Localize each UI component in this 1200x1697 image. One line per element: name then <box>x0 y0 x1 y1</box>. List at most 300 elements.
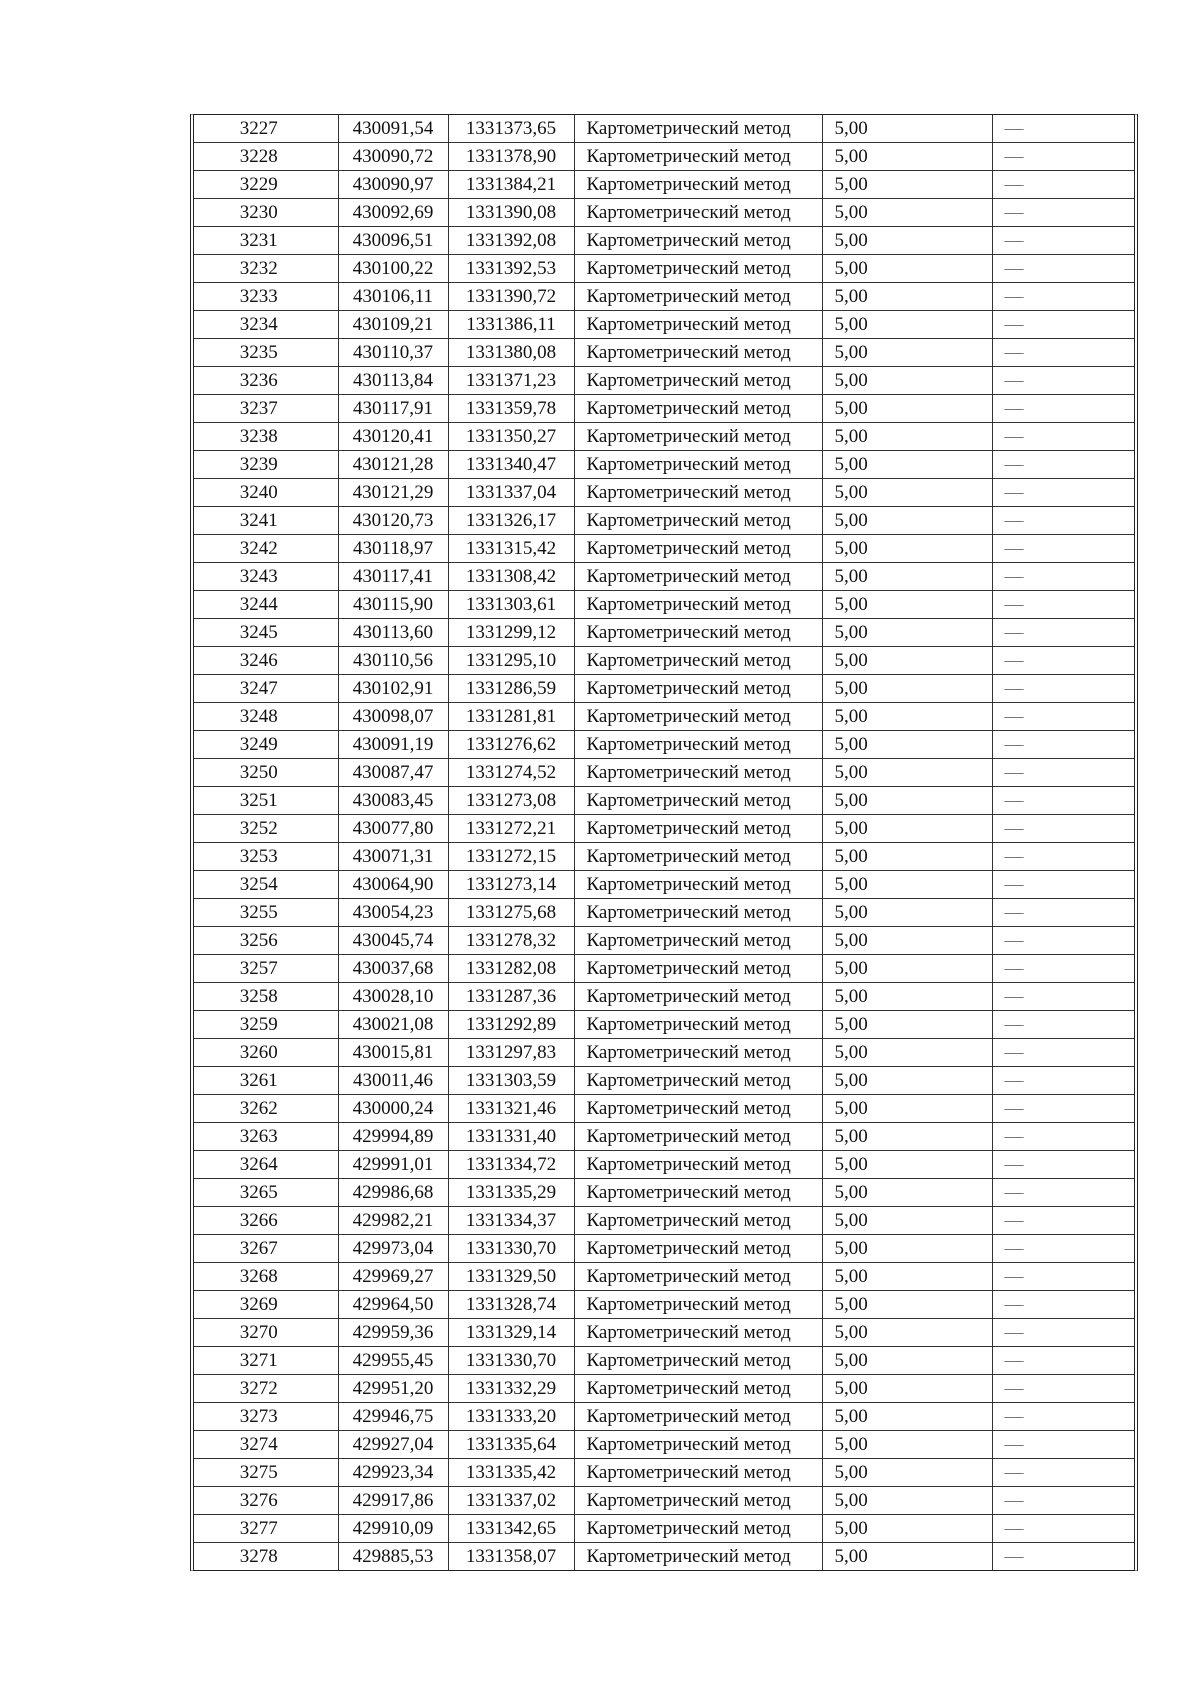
note-cell: — <box>992 1543 1134 1571</box>
y-coordinate-cell: 1331386,11 <box>448 311 574 339</box>
method-cell: Картометрический метод <box>574 507 822 535</box>
accuracy-cell: 5,00 <box>822 1235 992 1263</box>
note-cell: — <box>992 1319 1134 1347</box>
x-coordinate-cell: 429991,01 <box>338 1151 448 1179</box>
method-cell: Картометрический метод <box>574 367 822 395</box>
point-number-cell: 3255 <box>194 899 338 927</box>
y-coordinate-cell: 1331359,78 <box>448 395 574 423</box>
accuracy-cell: 5,00 <box>822 983 992 1011</box>
table-row <box>194 143 1134 171</box>
point-number-cell: 3278 <box>194 1543 338 1571</box>
table-row <box>194 1039 1134 1067</box>
method-cell: Картометрический метод <box>574 283 822 311</box>
point-number-cell: 3258 <box>194 983 338 1011</box>
table-row <box>194 283 1134 311</box>
x-coordinate-cell: 430011,46 <box>338 1067 448 1095</box>
point-number-cell: 3271 <box>194 1347 338 1375</box>
method-cell: Картометрический метод <box>574 1263 822 1291</box>
table-row <box>194 1431 1134 1459</box>
accuracy-cell: 5,00 <box>822 619 992 647</box>
table-row <box>194 1515 1134 1543</box>
y-coordinate-cell: 1331315,42 <box>448 535 574 563</box>
table-row <box>194 199 1134 227</box>
note-cell: — <box>992 1403 1134 1431</box>
accuracy-cell: 5,00 <box>822 1291 992 1319</box>
y-coordinate-cell: 1331328,74 <box>448 1291 574 1319</box>
accuracy-cell: 5,00 <box>822 759 992 787</box>
note-cell: — <box>992 1011 1134 1039</box>
y-coordinate-cell: 1331380,08 <box>448 339 574 367</box>
point-number-cell: 3264 <box>194 1151 338 1179</box>
note-cell: — <box>992 591 1134 619</box>
table-row <box>194 647 1134 675</box>
point-number-cell: 3268 <box>194 1263 338 1291</box>
x-coordinate-cell: 429955,45 <box>338 1347 448 1375</box>
note-cell: — <box>992 311 1134 339</box>
table-row <box>194 1179 1134 1207</box>
table-row <box>194 815 1134 843</box>
table-row <box>194 423 1134 451</box>
table-row <box>194 1123 1134 1151</box>
note-cell: — <box>992 423 1134 451</box>
y-coordinate-cell: 1331390,72 <box>448 283 574 311</box>
point-number-cell: 3265 <box>194 1179 338 1207</box>
method-cell: Картометрический метод <box>574 871 822 899</box>
y-coordinate-cell: 1331333,20 <box>448 1403 574 1431</box>
point-number-cell: 3232 <box>194 255 338 283</box>
method-cell: Картометрический метод <box>574 535 822 563</box>
table-row <box>194 227 1134 255</box>
table-row <box>194 1067 1134 1095</box>
table-row <box>194 927 1134 955</box>
accuracy-cell: 5,00 <box>822 563 992 591</box>
accuracy-cell: 5,00 <box>822 423 992 451</box>
table-row <box>194 563 1134 591</box>
point-number-cell: 3259 <box>194 1011 338 1039</box>
method-cell: Картометрический метод <box>574 983 822 1011</box>
accuracy-cell: 5,00 <box>822 1179 992 1207</box>
method-cell: Картометрический метод <box>574 451 822 479</box>
accuracy-cell: 5,00 <box>822 395 992 423</box>
x-coordinate-cell: 430021,08 <box>338 1011 448 1039</box>
y-coordinate-cell: 1331334,37 <box>448 1207 574 1235</box>
x-coordinate-cell: 429959,36 <box>338 1319 448 1347</box>
point-number-cell: 3233 <box>194 283 338 311</box>
table-row <box>194 955 1134 983</box>
accuracy-cell: 5,00 <box>822 1095 992 1123</box>
x-coordinate-cell: 430015,81 <box>338 1039 448 1067</box>
table-row <box>194 871 1134 899</box>
note-cell: — <box>992 1067 1134 1095</box>
table-row <box>194 703 1134 731</box>
y-coordinate-cell: 1331334,72 <box>448 1151 574 1179</box>
x-coordinate-cell: 429994,89 <box>338 1123 448 1151</box>
accuracy-cell: 5,00 <box>822 1039 992 1067</box>
y-coordinate-cell: 1331308,42 <box>448 563 574 591</box>
x-coordinate-cell: 430120,73 <box>338 507 448 535</box>
x-coordinate-cell: 430077,80 <box>338 815 448 843</box>
y-coordinate-cell: 1331278,32 <box>448 927 574 955</box>
table-row <box>194 731 1134 759</box>
y-coordinate-cell: 1331390,08 <box>448 199 574 227</box>
table-row <box>194 1095 1134 1123</box>
note-cell: — <box>992 395 1134 423</box>
method-cell: Картометрический метод <box>574 563 822 591</box>
x-coordinate-cell: 430091,19 <box>338 731 448 759</box>
x-coordinate-cell: 430092,69 <box>338 199 448 227</box>
note-cell: — <box>992 619 1134 647</box>
point-number-cell: 3243 <box>194 563 338 591</box>
table-row <box>194 255 1134 283</box>
note-cell: — <box>992 227 1134 255</box>
point-number-cell: 3240 <box>194 479 338 507</box>
note-cell: — <box>992 339 1134 367</box>
x-coordinate-cell: 430118,97 <box>338 535 448 563</box>
x-coordinate-cell: 430083,45 <box>338 787 448 815</box>
accuracy-cell: 5,00 <box>822 731 992 759</box>
x-coordinate-cell: 429946,75 <box>338 1403 448 1431</box>
x-coordinate-cell: 430098,07 <box>338 703 448 731</box>
note-cell: — <box>992 843 1134 871</box>
method-cell: Картометрический метод <box>574 1431 822 1459</box>
x-coordinate-cell: 429917,86 <box>338 1487 448 1515</box>
note-cell: — <box>992 1347 1134 1375</box>
point-number-cell: 3273 <box>194 1403 338 1431</box>
y-coordinate-cell: 1331295,10 <box>448 647 574 675</box>
x-coordinate-cell: 429969,27 <box>338 1263 448 1291</box>
y-coordinate-cell: 1331281,81 <box>448 703 574 731</box>
y-coordinate-cell: 1331275,68 <box>448 899 574 927</box>
x-coordinate-cell: 430121,29 <box>338 479 448 507</box>
method-cell: Картометрический метод <box>574 255 822 283</box>
point-number-cell: 3260 <box>194 1039 338 1067</box>
y-coordinate-cell: 1331342,65 <box>448 1515 574 1543</box>
accuracy-cell: 5,00 <box>822 591 992 619</box>
point-number-cell: 3247 <box>194 675 338 703</box>
method-cell: Картометрический метод <box>574 675 822 703</box>
table-row <box>194 507 1134 535</box>
y-coordinate-cell: 1331373,65 <box>448 115 574 143</box>
method-cell: Картометрический метод <box>574 1123 822 1151</box>
note-cell: — <box>992 675 1134 703</box>
note-cell: — <box>992 1179 1134 1207</box>
note-cell: — <box>992 255 1134 283</box>
point-number-cell: 3253 <box>194 843 338 871</box>
point-number-cell: 3266 <box>194 1207 338 1235</box>
x-coordinate-cell: 430037,68 <box>338 955 448 983</box>
accuracy-cell: 5,00 <box>822 1431 992 1459</box>
accuracy-cell: 5,00 <box>822 927 992 955</box>
y-coordinate-cell: 1331335,29 <box>448 1179 574 1207</box>
note-cell: — <box>992 563 1134 591</box>
x-coordinate-cell: 430106,11 <box>338 283 448 311</box>
note-cell: — <box>992 1515 1134 1543</box>
note-cell: — <box>992 1459 1134 1487</box>
point-number-cell: 3227 <box>194 115 338 143</box>
note-cell: — <box>992 1291 1134 1319</box>
method-cell: Картометрический метод <box>574 339 822 367</box>
note-cell: — <box>992 983 1134 1011</box>
accuracy-cell: 5,00 <box>822 339 992 367</box>
accuracy-cell: 5,00 <box>822 1319 992 1347</box>
method-cell: Картометрический метод <box>574 1487 822 1515</box>
point-number-cell: 3231 <box>194 227 338 255</box>
point-number-cell: 3237 <box>194 395 338 423</box>
note-cell: — <box>992 1263 1134 1291</box>
accuracy-cell: 5,00 <box>822 311 992 339</box>
x-coordinate-cell: 430121,28 <box>338 451 448 479</box>
method-cell: Картометрический метод <box>574 395 822 423</box>
y-coordinate-cell: 1331321,46 <box>448 1095 574 1123</box>
method-cell: Картометрический метод <box>574 1291 822 1319</box>
table-row <box>194 983 1134 1011</box>
accuracy-cell: 5,00 <box>822 143 992 171</box>
point-number-cell: 3244 <box>194 591 338 619</box>
accuracy-cell: 5,00 <box>822 451 992 479</box>
point-number-cell: 3275 <box>194 1459 338 1487</box>
note-cell: — <box>992 1207 1134 1235</box>
method-cell: Картометрический метод <box>574 955 822 983</box>
method-cell: Картометрический метод <box>574 1067 822 1095</box>
method-cell: Картометрический метод <box>574 759 822 787</box>
method-cell: Картометрический метод <box>574 647 822 675</box>
x-coordinate-cell: 430113,84 <box>338 367 448 395</box>
y-coordinate-cell: 1331378,90 <box>448 143 574 171</box>
table-row <box>194 115 1134 143</box>
y-coordinate-cell: 1331392,53 <box>448 255 574 283</box>
accuracy-cell: 5,00 <box>822 1151 992 1179</box>
accuracy-cell: 5,00 <box>822 1123 992 1151</box>
table-row <box>194 367 1134 395</box>
coordinates-table <box>194 115 1134 1570</box>
point-number-cell: 3252 <box>194 815 338 843</box>
accuracy-cell: 5,00 <box>822 787 992 815</box>
x-coordinate-cell: 430091,54 <box>338 115 448 143</box>
method-cell: Картометрический метод <box>574 619 822 647</box>
x-coordinate-cell: 429923,34 <box>338 1459 448 1487</box>
note-cell: — <box>992 815 1134 843</box>
y-coordinate-cell: 1331371,23 <box>448 367 574 395</box>
y-coordinate-cell: 1331274,52 <box>448 759 574 787</box>
y-coordinate-cell: 1331392,08 <box>448 227 574 255</box>
coordinates-table-body <box>194 115 1134 1570</box>
y-coordinate-cell: 1331335,42 <box>448 1459 574 1487</box>
table-row <box>194 1403 1134 1431</box>
table-row <box>194 311 1134 339</box>
accuracy-cell: 5,00 <box>822 227 992 255</box>
method-cell: Картометрический метод <box>574 703 822 731</box>
note-cell: — <box>992 199 1134 227</box>
note-cell: — <box>992 647 1134 675</box>
note-cell: — <box>992 731 1134 759</box>
y-coordinate-cell: 1331337,02 <box>448 1487 574 1515</box>
x-coordinate-cell: 430109,21 <box>338 311 448 339</box>
accuracy-cell: 5,00 <box>822 1207 992 1235</box>
accuracy-cell: 5,00 <box>822 367 992 395</box>
table-row <box>194 451 1134 479</box>
table-row <box>194 843 1134 871</box>
x-coordinate-cell: 430064,90 <box>338 871 448 899</box>
y-coordinate-cell: 1331299,12 <box>448 619 574 647</box>
x-coordinate-cell: 430090,72 <box>338 143 448 171</box>
x-coordinate-cell: 430054,23 <box>338 899 448 927</box>
x-coordinate-cell: 429986,68 <box>338 1179 448 1207</box>
table-row <box>194 171 1134 199</box>
x-coordinate-cell: 430090,97 <box>338 171 448 199</box>
method-cell: Картометрический метод <box>574 479 822 507</box>
note-cell: — <box>992 1235 1134 1263</box>
y-coordinate-cell: 1331332,29 <box>448 1375 574 1403</box>
y-coordinate-cell: 1331303,59 <box>448 1067 574 1095</box>
accuracy-cell: 5,00 <box>822 675 992 703</box>
method-cell: Картометрический метод <box>574 1375 822 1403</box>
note-cell: — <box>992 1431 1134 1459</box>
note-cell: — <box>992 367 1134 395</box>
point-number-cell: 3277 <box>194 1515 338 1543</box>
note-cell: — <box>992 927 1134 955</box>
table-row <box>194 479 1134 507</box>
method-cell: Картометрический метод <box>574 591 822 619</box>
x-coordinate-cell: 430087,47 <box>338 759 448 787</box>
method-cell: Картометрический метод <box>574 787 822 815</box>
method-cell: Картометрический метод <box>574 1207 822 1235</box>
method-cell: Картометрический метод <box>574 199 822 227</box>
point-number-cell: 3230 <box>194 199 338 227</box>
y-coordinate-cell: 1331276,62 <box>448 731 574 759</box>
y-coordinate-cell: 1331326,17 <box>448 507 574 535</box>
table-row <box>194 1347 1134 1375</box>
y-coordinate-cell: 1331297,83 <box>448 1039 574 1067</box>
point-number-cell: 3246 <box>194 647 338 675</box>
method-cell: Картометрический метод <box>574 1403 822 1431</box>
table-row <box>194 1375 1134 1403</box>
table-row <box>194 787 1134 815</box>
point-number-cell: 3234 <box>194 311 338 339</box>
method-cell: Картометрический метод <box>574 423 822 451</box>
method-cell: Картометрический метод <box>574 1095 822 1123</box>
point-number-cell: 3261 <box>194 1067 338 1095</box>
method-cell: Картометрический метод <box>574 843 822 871</box>
method-cell: Картометрический метод <box>574 115 822 143</box>
x-coordinate-cell: 429973,04 <box>338 1235 448 1263</box>
y-coordinate-cell: 1331358,07 <box>448 1543 574 1571</box>
method-cell: Картометрический метод <box>574 171 822 199</box>
x-coordinate-cell: 430000,24 <box>338 1095 448 1123</box>
x-coordinate-cell: 430045,74 <box>338 927 448 955</box>
x-coordinate-cell: 430071,31 <box>338 843 448 871</box>
x-coordinate-cell: 429927,04 <box>338 1431 448 1459</box>
point-number-cell: 3267 <box>194 1235 338 1263</box>
point-number-cell: 3251 <box>194 787 338 815</box>
method-cell: Картометрический метод <box>574 1011 822 1039</box>
table-row <box>194 535 1134 563</box>
x-coordinate-cell: 430115,90 <box>338 591 448 619</box>
x-coordinate-cell: 430102,91 <box>338 675 448 703</box>
y-coordinate-cell: 1331337,04 <box>448 479 574 507</box>
note-cell: — <box>992 451 1134 479</box>
point-number-cell: 3263 <box>194 1123 338 1151</box>
y-coordinate-cell: 1331329,14 <box>448 1319 574 1347</box>
method-cell: Картометрический метод <box>574 143 822 171</box>
method-cell: Картометрический метод <box>574 311 822 339</box>
note-cell: — <box>992 479 1134 507</box>
accuracy-cell: 5,00 <box>822 955 992 983</box>
point-number-cell: 3270 <box>194 1319 338 1347</box>
y-coordinate-cell: 1331272,15 <box>448 843 574 871</box>
method-cell: Картометрический метод <box>574 1319 822 1347</box>
table-row <box>194 339 1134 367</box>
method-cell: Картометрический метод <box>574 1515 822 1543</box>
note-cell: — <box>992 143 1134 171</box>
point-number-cell: 3250 <box>194 759 338 787</box>
accuracy-cell: 5,00 <box>822 535 992 563</box>
method-cell: Картометрический метод <box>574 227 822 255</box>
note-cell: — <box>992 955 1134 983</box>
x-coordinate-cell: 429964,50 <box>338 1291 448 1319</box>
note-cell: — <box>992 171 1134 199</box>
method-cell: Картометрический метод <box>574 1543 822 1571</box>
y-coordinate-cell: 1331272,21 <box>448 815 574 843</box>
method-cell: Картометрический метод <box>574 1347 822 1375</box>
accuracy-cell: 5,00 <box>822 899 992 927</box>
point-number-cell: 3276 <box>194 1487 338 1515</box>
accuracy-cell: 5,00 <box>822 871 992 899</box>
accuracy-cell: 5,00 <box>822 1459 992 1487</box>
point-number-cell: 3241 <box>194 507 338 535</box>
y-coordinate-cell: 1331273,14 <box>448 871 574 899</box>
x-coordinate-cell: 430096,51 <box>338 227 448 255</box>
y-coordinate-cell: 1331329,50 <box>448 1263 574 1291</box>
accuracy-cell: 5,00 <box>822 815 992 843</box>
x-coordinate-cell: 430110,37 <box>338 339 448 367</box>
table-row <box>194 899 1134 927</box>
method-cell: Картометрический метод <box>574 1235 822 1263</box>
accuracy-cell: 5,00 <box>822 1067 992 1095</box>
accuracy-cell: 5,00 <box>822 115 992 143</box>
note-cell: — <box>992 507 1134 535</box>
table-row <box>194 1319 1134 1347</box>
method-cell: Картометрический метод <box>574 899 822 927</box>
point-number-cell: 3256 <box>194 927 338 955</box>
accuracy-cell: 5,00 <box>822 1375 992 1403</box>
x-coordinate-cell: 430117,41 <box>338 563 448 591</box>
accuracy-cell: 5,00 <box>822 1515 992 1543</box>
note-cell: — <box>992 1095 1134 1123</box>
y-coordinate-cell: 1331335,64 <box>448 1431 574 1459</box>
point-number-cell: 3236 <box>194 367 338 395</box>
note-cell: — <box>992 899 1134 927</box>
y-coordinate-cell: 1331384,21 <box>448 171 574 199</box>
y-coordinate-cell: 1331331,40 <box>448 1123 574 1151</box>
note-cell: — <box>992 787 1134 815</box>
accuracy-cell: 5,00 <box>822 255 992 283</box>
point-number-cell: 3229 <box>194 171 338 199</box>
method-cell: Картометрический метод <box>574 731 822 759</box>
accuracy-cell: 5,00 <box>822 1543 992 1571</box>
accuracy-cell: 5,00 <box>822 703 992 731</box>
point-number-cell: 3248 <box>194 703 338 731</box>
accuracy-cell: 5,00 <box>822 1347 992 1375</box>
table-row <box>194 1263 1134 1291</box>
accuracy-cell: 5,00 <box>822 1487 992 1515</box>
method-cell: Картометрический метод <box>574 1151 822 1179</box>
table-row <box>194 675 1134 703</box>
y-coordinate-cell: 1331292,89 <box>448 1011 574 1039</box>
y-coordinate-cell: 1331286,59 <box>448 675 574 703</box>
table-row <box>194 1011 1134 1039</box>
note-cell: — <box>992 283 1134 311</box>
note-cell: — <box>992 1123 1134 1151</box>
